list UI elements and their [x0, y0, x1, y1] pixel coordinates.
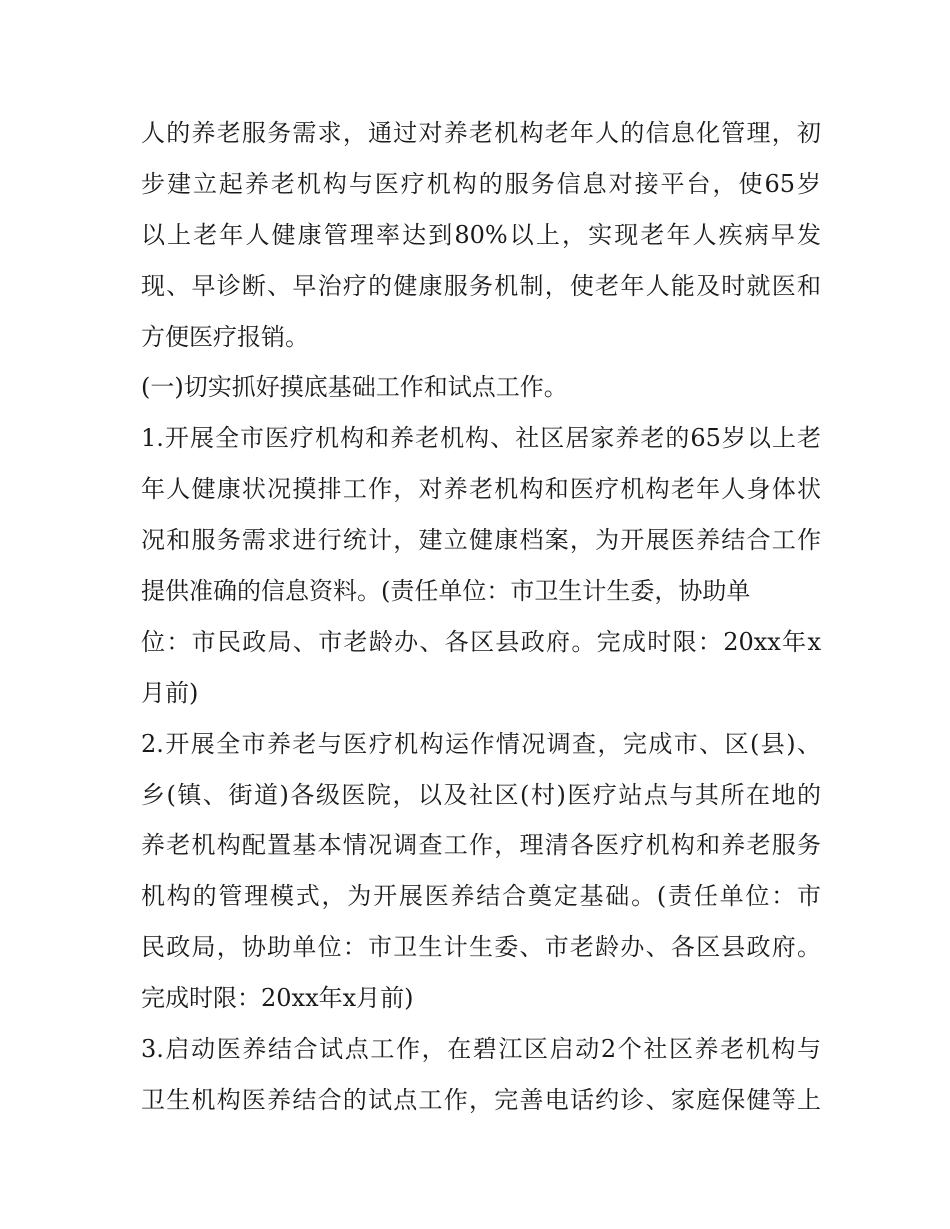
- text-line: 现、早诊断、早治疗的健康服务机制，使老年人能及时就医和: [141, 271, 821, 300]
- text-line: 年人健康状况摸排工作，对养老机构和医疗机构老年人身体状: [141, 475, 821, 504]
- text-line: 月前): [141, 678, 199, 707]
- text-line: 民政局，协助单位：市卫生计生委、市老龄办、各区县政府。: [141, 933, 821, 962]
- section-heading: (一)切实抓好摸底基础工作和试点工作。: [141, 373, 568, 402]
- text-line: 步建立起养老机构与医疗机构的服务信息对接平台，使65岁: [141, 169, 821, 198]
- text-line: 方便医疗报销。: [141, 322, 309, 351]
- text-line: 机构的管理模式，为开展医养结合奠定基础。(责任单位：市: [141, 882, 821, 911]
- text-line: 提供准确的信息资料。(责任单位：市卫生计生委，协助单: [141, 577, 751, 606]
- text-line: 1.开展全市医疗机构和养老机构、社区居家养老的65岁以上老: [141, 424, 821, 453]
- text-line: 2.开展全市养老与医疗机构运作情况调查，完成市、区(县)、: [141, 729, 821, 758]
- text-line: 3.启动医养结合试点工作，在碧江区启动2个社区养老机构与: [141, 1035, 821, 1064]
- text-line: 位：市民政局、市老龄办、各区县政府。完成时限：20xx年x: [141, 627, 821, 656]
- text-line: 以上老年人健康管理率达到80%以上，实现老年人疾病早发: [141, 220, 821, 249]
- text-line: 卫生机构医养结合的试点工作，完善电话约诊、家庭保健等上: [141, 1085, 821, 1114]
- text-line: 养老机构配置基本情况调查工作，理清各医疗机构和养老服务: [141, 831, 821, 860]
- text-line: 人的养老服务需求，通过对养老机构老年人的信息化管理，初: [141, 119, 821, 147]
- text-line: 乡(镇、街道)各级医院，以及社区(村)医疗站点与其所在地的: [141, 780, 821, 809]
- document-body: [141, 108, 821, 1126]
- text-line: 完成时限：20xx年x月前): [141, 984, 414, 1013]
- text-line: 况和服务需求进行统计，建立健康档案，为开展医养结合工作: [141, 526, 821, 555]
